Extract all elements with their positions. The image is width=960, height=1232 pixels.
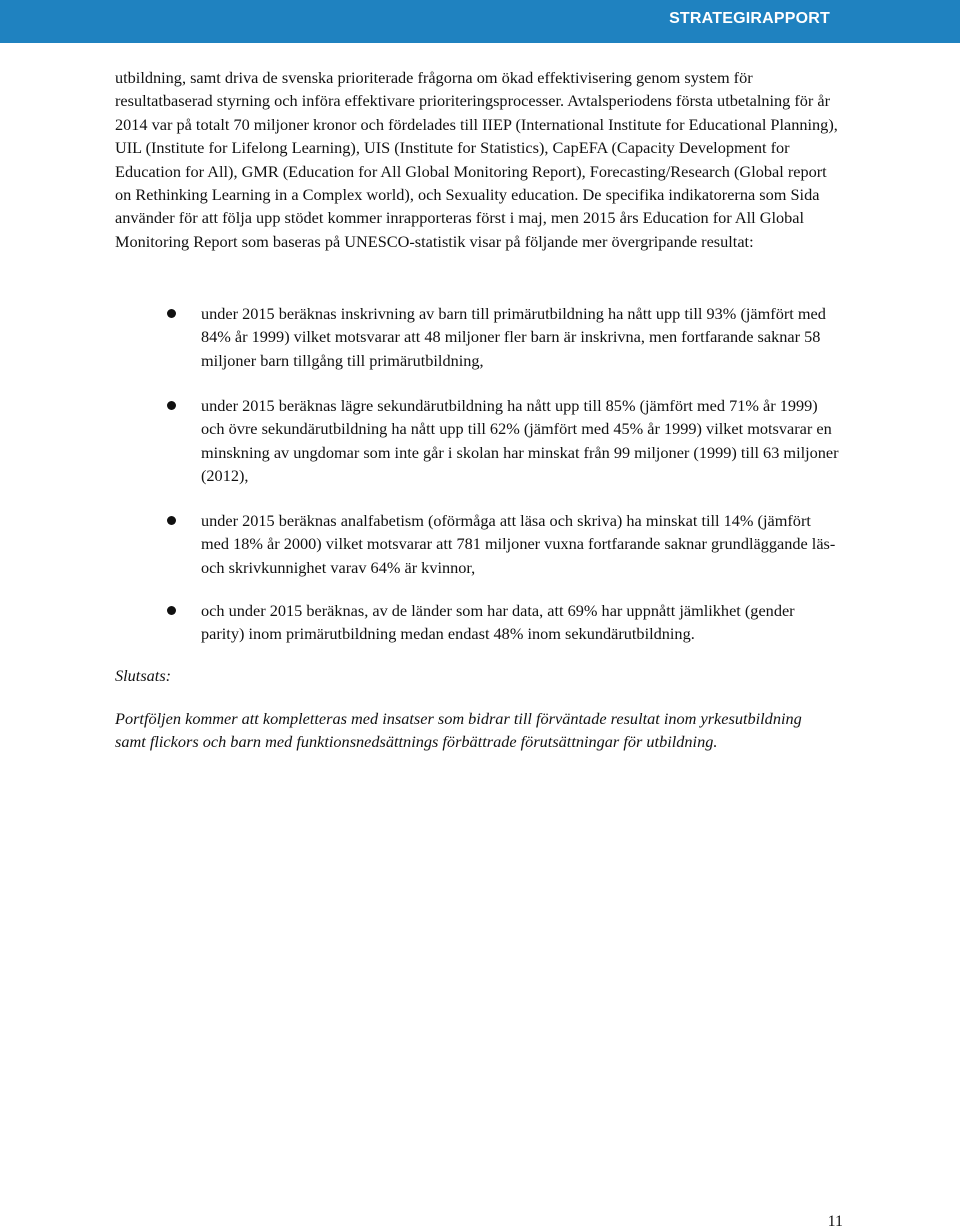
bullet-icon xyxy=(167,516,176,525)
bullet-icon xyxy=(167,401,176,410)
conclusion-paragraph: Portföljen kommer att kompletteras med insatser som bidrar till förväntade resultat inom yrkesutbildning samt flickors och barn med funktionsnedsättnings förbättrade förutsättningar för utbildning. xyxy=(115,709,802,752)
body-paragraph-part1: utbildning, samt driva de svenska prioriterade frågorna om ökad effektivisering genom system för resultatbaserad styrning och införa effektivare prioriteringsprocesser. Avtalsperiodens första utbetalning för år 2014 var på totalt 70 miljoner kronor och fördelades till IIEP (International Institute for Educational Planning), UIL (Institute for Lifelong Learning), UIS (Institute for Statistics), CapEFA (Capacity Development for Education for All), GMR (Education for All Global Monitoring Report), Forecasting/Research (Global report on Rethinking Learning in a Complex world), och Sexuality education. xyxy=(115,68,838,205)
page-number: 11 xyxy=(827,1213,843,1230)
header-title: STRATEGIRAPPORT xyxy=(669,10,830,27)
list-item xyxy=(201,394,841,488)
list-item xyxy=(201,509,841,579)
conclusion-label: Slutsats: xyxy=(115,666,172,685)
body-paragraph xyxy=(115,66,845,253)
list-item xyxy=(201,302,841,372)
list-item-text: under 2015 beräknas inskrivning av barn till primärutbildning ha nått upp till 93% (jämfört med 84% år 1999) vilket motsvarar att 48 miljoner fler barn är inskrivna, men fortfarande saknar 58 miljoner barn tillgång till primärutbildning, xyxy=(201,304,826,370)
bullet-icon xyxy=(167,606,176,615)
header-band xyxy=(0,0,960,43)
list-item xyxy=(201,599,841,646)
list-item-text: under 2015 beräknas lägre sekundärutbildning ha nått upp till 85% (jämfört med 71% år 1999) och övre sekundärutbildning ha nått upp till 62% (jämfört med 45% år 1999) vilket motsvarar en minskning av ungdomar som inte går i skolan har minskat från 99 miljoner (1999) till 63 miljoner (2012), xyxy=(201,396,839,486)
body-paragraph-part2: De specifika indikatorerna som Sida använder för att följa upp stödet kommer inrapporteras först i maj, men 2015 års Education for All Global Monitoring Report som baseras på UNESCO-statistik visar på följande mer övergripande resultat: xyxy=(115,185,820,251)
list-item-text: och under 2015 beräknas, av de länder som har data, att 69% har uppnått jämlikhet (gender parity) inom primärutbildning medan endast 48% inom sekundärutbildning. xyxy=(201,601,795,644)
bullet-icon xyxy=(167,309,176,318)
list-item-text: under 2015 beräknas analfabetism (oförmåga att läsa och skriva) ha minskat till 14% (jämfört med 18% år 2000) vilket motsvarar att 781 miljoner vuxna fortfarande saknar grundläggande läs- och skrivkunnighet varav 64% är kvinnor, xyxy=(201,511,836,577)
